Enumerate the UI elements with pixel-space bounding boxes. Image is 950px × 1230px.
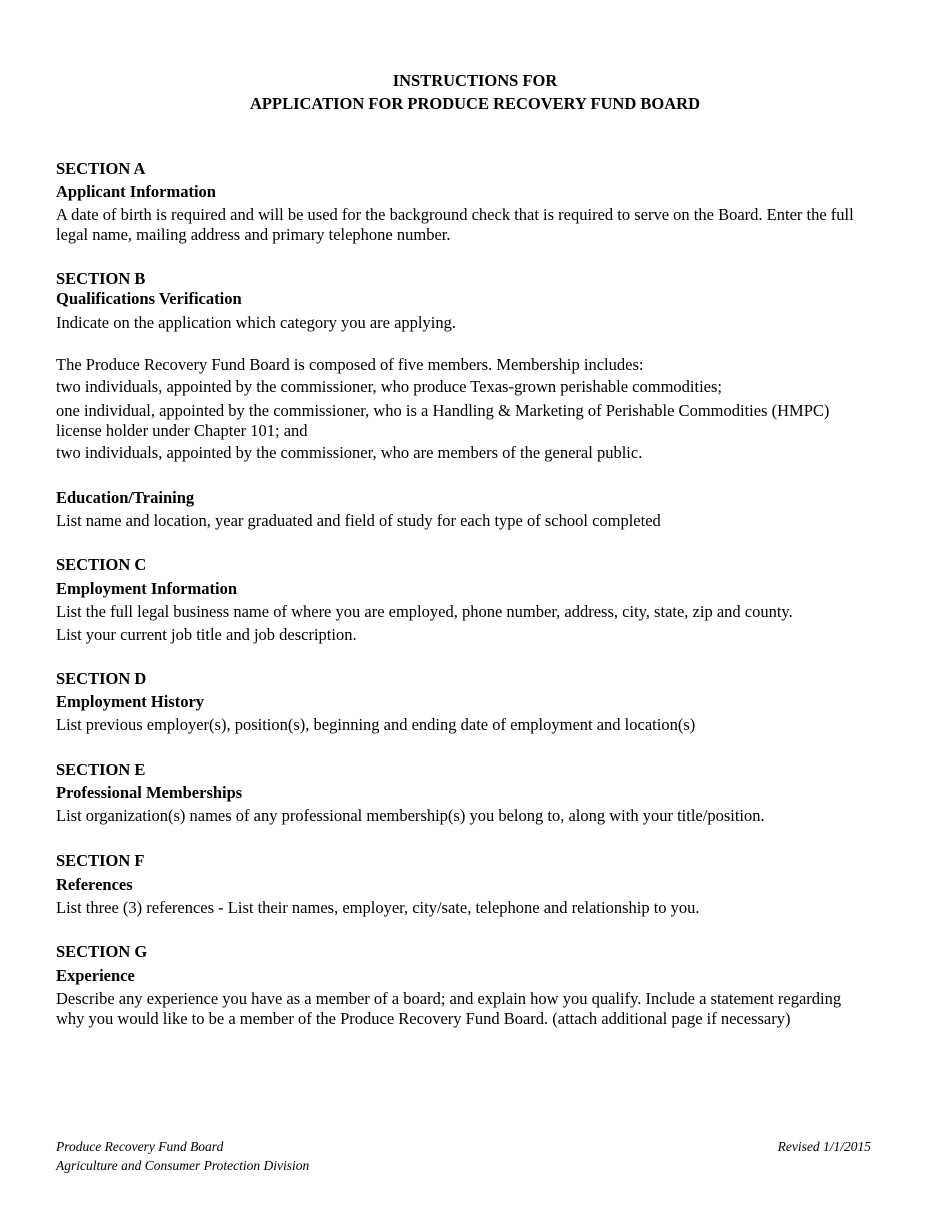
section-e-subheading: Professional Memberships bbox=[56, 783, 243, 802]
section-a-heading: SECTION A bbox=[56, 159, 146, 178]
membership-intro: The Produce Recovery Fund Board is composed of five members. Membership includes: bbox=[56, 355, 644, 374]
membership-item-1: two individuals, appointed by the commissioner, who produce Texas-grown perishable commodities; bbox=[56, 377, 723, 396]
section-g-heading: SECTION G bbox=[56, 942, 148, 961]
page-title-line-2: APPLICATION FOR PRODUCE RECOVERY FUND BOARD bbox=[250, 94, 700, 113]
section-c-text-line-1: List the full legal business name of where you are employed, phone number, address, city, state, zip and county. bbox=[56, 602, 793, 621]
page-title-line-1: INSTRUCTIONS FOR bbox=[392, 71, 558, 90]
education-heading: Education/Training bbox=[56, 488, 195, 507]
section-g-subheading: Experience bbox=[56, 966, 135, 985]
section-g-text-line-1: Describe any experience you have as a member of a board; and explain how you qualify. Include a statement regarding bbox=[56, 989, 842, 1008]
section-f-subheading: References bbox=[56, 875, 133, 894]
section-c-subheading: Employment Information bbox=[56, 579, 238, 598]
membership-item-2-line-1: one individual, appointed by the commissioner, who is a Handling & Marketing of Perishable Commodities (HMPC) bbox=[56, 401, 830, 420]
footer-division-name: Agriculture and Consumer Protection Division bbox=[56, 1158, 310, 1173]
section-a-text-line-2: legal name, mailing address and primary telephone number. bbox=[56, 225, 451, 244]
section-f-heading: SECTION F bbox=[56, 851, 145, 870]
section-e-heading: SECTION E bbox=[56, 760, 146, 779]
section-b-subheading: Qualifications Verification bbox=[56, 289, 242, 308]
section-a-subheading: Applicant Information bbox=[56, 182, 216, 201]
education-text: List name and location, year graduated and field of study for each type of school completed bbox=[56, 511, 661, 530]
footer-board-name: Produce Recovery Fund Board bbox=[56, 1139, 224, 1154]
section-e-text: List organization(s) names of any professional membership(s) you belong to, along with your title/position. bbox=[56, 806, 765, 825]
section-g-text-line-2: why you would like to be a member of the Produce Recovery Fund Board. (attach additional page if necessary) bbox=[56, 1009, 791, 1028]
section-d-heading: SECTION D bbox=[56, 669, 147, 688]
section-d-subheading: Employment History bbox=[56, 692, 205, 711]
section-a-text-line-1: A date of birth is required and will be used for the background check that is required to serve on the Board. Enter the full bbox=[56, 205, 854, 224]
section-d-text: List previous employer(s), position(s), beginning and ending date of employment and location(s) bbox=[56, 715, 696, 734]
section-b-text: Indicate on the application which category you are applying. bbox=[56, 313, 456, 332]
membership-item-3: two individuals, appointed by the commissioner, who are members of the general public. bbox=[56, 443, 643, 462]
membership-item-2-line-2: license holder under Chapter 101; and bbox=[56, 421, 308, 440]
section-f-text: List three (3) references - List their names, employer, city/sate, telephone and relationship to you. bbox=[56, 898, 700, 917]
section-c-heading: SECTION C bbox=[56, 555, 147, 574]
footer-revised-date: Revised 1/1/2015 bbox=[777, 1139, 871, 1154]
section-b-heading: SECTION B bbox=[56, 269, 146, 288]
section-c-text-line-2: List your current job title and job description. bbox=[56, 625, 357, 644]
